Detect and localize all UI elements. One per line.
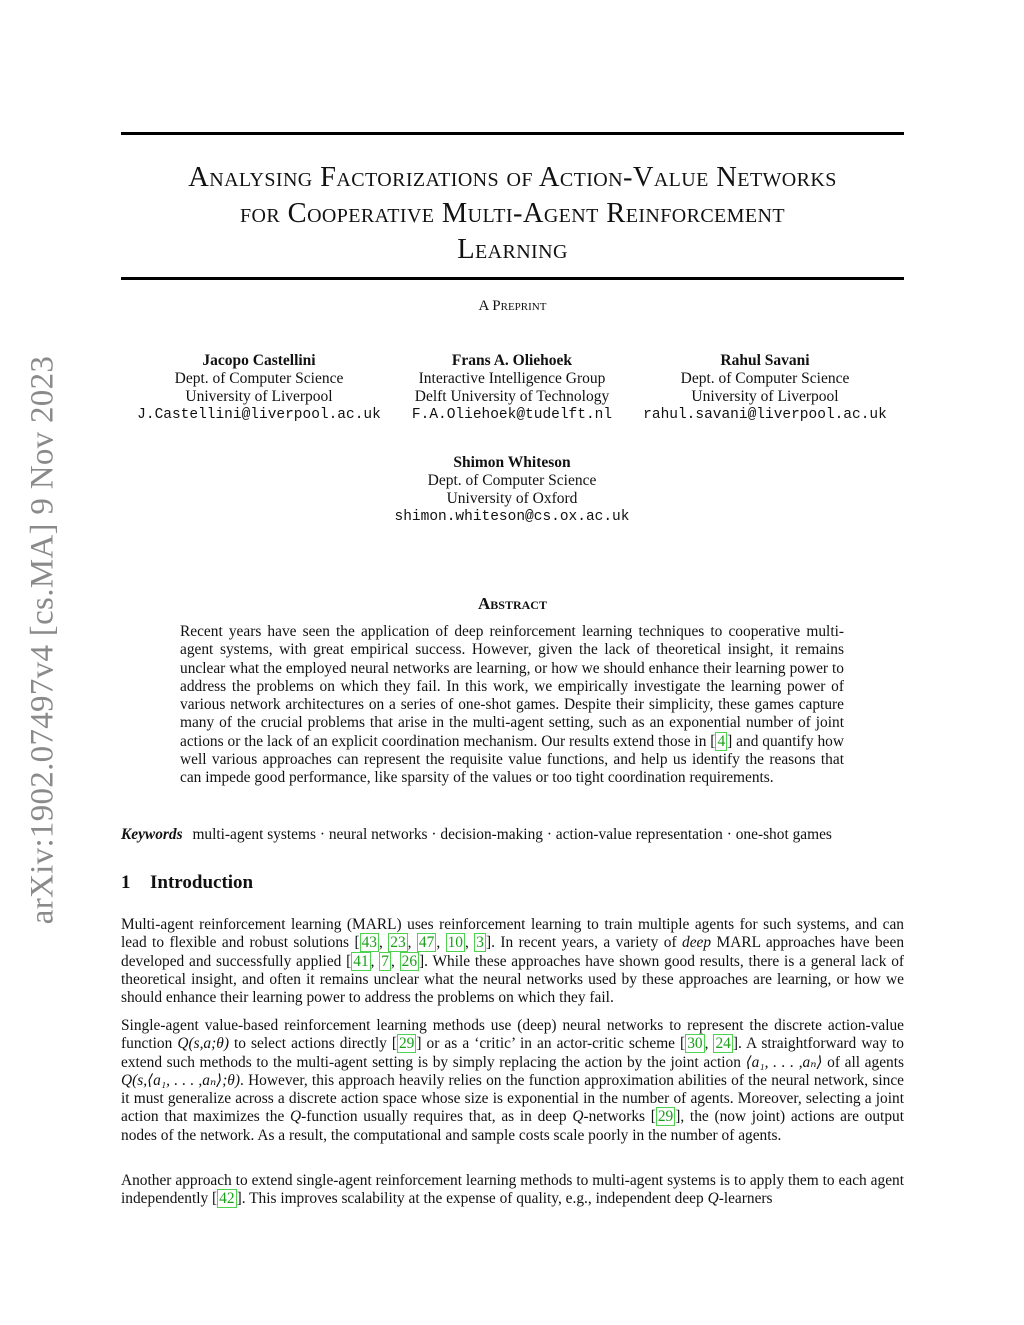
author-name: Shimon Whiteson — [453, 454, 571, 471]
author-affiliation: Delft University of Technology — [414, 388, 610, 405]
citation-link[interactable]: 43 — [361, 934, 377, 952]
emphasis: deep — [682, 934, 712, 952]
math-expression: Q(s,⟨a₁, . . . ,aₙ⟩;θ) — [121, 1071, 240, 1089]
text-run: to select actions directly [ — [228, 1035, 397, 1053]
text-run: Multi-agent reinforcement learning (MARL) uses reinforcement learning to train multiple agents for such systems, and can lead to flexible and robust solutions [ — [121, 916, 904, 952]
text-run: Recent years have seen the application of deep reinforcement learning techniques to cooperative multi-agent systems, with great empirical success. However, given the lack of theoretical insight, it remains unclear what the employed neural networks are learning, or how we should enhance their learning power to address the problems on which they fail. In this work, we empirically investigate the learning power of various network architectures on a series of one-shot games. Despite their simplicity, these games capture many of the crucial problems that arise in the multi-agent setting, such as an exponential number of joint actions or the lack of an explicit coordination mechanism. Our results extend those in [ — [180, 623, 844, 750]
keyword: · action-value representation — [543, 826, 723, 843]
section-title: Introduction — [150, 872, 254, 893]
author-dept: Dept. of Computer Science — [427, 472, 597, 489]
keyword: multi-agent systems — [192, 826, 316, 843]
author-name: Frans A. Oliehoek — [451, 352, 573, 369]
text-run: ], the (now joint) actions are output nodes of the network. As a result, the computational and sample costs scale poorly in the number of agents. — [121, 1108, 904, 1144]
text-run: Another approach to extend single-agent reinforcement learning methods to multi-agent systems is to apply them to each agent independently [ — [121, 1172, 904, 1208]
title-line: Learning — [457, 234, 568, 265]
math-expression: Q(s,a;θ) — [177, 1035, 229, 1053]
author-affiliation: University of Liverpool — [691, 388, 839, 405]
author-block — [362, 454, 662, 526]
citation-link[interactable]: 30 — [687, 1035, 703, 1053]
text-run: . However, this approach heavily relies on the function approximation abilities of the neural network, since it must generalize across a discrete action space whose size is exponential in the number of agents. Moreover, selecting a joint action that maximizes the — [121, 1071, 904, 1126]
author-email[interactable]: rahul.savani@liverpool.ac.uk — [643, 407, 887, 423]
citation-link[interactable]: 29 — [398, 1035, 415, 1053]
title-bottom-rule — [121, 277, 904, 280]
author-dept: Dept. of Computer Science — [680, 370, 850, 387]
citation-link[interactable]: 7 — [381, 952, 389, 970]
keyword: · decision-making — [428, 826, 543, 843]
author-name: Rahul Savani — [720, 352, 810, 369]
citation-link[interactable]: 47 — [418, 934, 435, 952]
author-affiliation: University of Oxford — [446, 490, 578, 507]
keyword: · neural networks — [316, 826, 428, 843]
author-email[interactable]: shimon.whiteson@cs.ox.ac.uk — [394, 509, 630, 525]
citation-link[interactable]: 26 — [401, 952, 418, 970]
author-dept: Dept. of Computer Science — [174, 370, 344, 387]
author-dept: Interactive Intelligence Group — [418, 370, 606, 387]
text-run: ]. In recent years, a variety of — [485, 934, 683, 952]
keywords-label: Keywords — [121, 826, 183, 843]
title-top-rule — [121, 132, 904, 135]
abstract-text — [180, 623, 844, 788]
math-expression: Q — [290, 1108, 302, 1126]
text-run: ] and quantify how well various approaches can represent the requisite value functions, and help us identify the reasons that can impede good performance, like sparsity of the values or too tight coordination requirements. — [180, 732, 844, 787]
section-heading — [121, 872, 253, 894]
author-email[interactable]: F.A.Oliehoek@tudelft.nl — [411, 407, 613, 423]
text-run: of all agents — [822, 1053, 904, 1071]
text-run: ]. This improves scalability at the expense of quality, e.g., independent deep — [236, 1190, 708, 1208]
math-expression: ⟨a₁, . . . ,aₙ⟩ — [745, 1053, 823, 1071]
citation-link[interactable]: 42 — [219, 1190, 235, 1208]
title-line: Analysing Factorizations of Action-Value Networks — [188, 162, 837, 193]
math-expression: Q — [707, 1190, 719, 1208]
text-run: MARL approaches have been developed and successfully applied [ — [121, 934, 905, 970]
intro-paragraph-3 — [121, 1172, 904, 1209]
intro-paragraph-2: Single-agent value-based reinforcement learning methods use (deep) neural networks to represent the discrete action-value function Q(s,a;θ) to select actions directly [ 29 ] or as a ‘critic’ in an actor-critic scheme [ 30 , 24 ]. A straightforward way to extend such methods to the multi-agent setting is by simply replacing the action by the joint action ⟨a₁, . . . ,aₙ⟩ of all agents Q(s,⟨a₁, . . . ,aₙ⟩;θ). However, this approach heavily relies on the function approximation abilities of the neural network, since it must generalize across a discrete action space whose size is exponential in the number of agents. Moreover, selecting a joint action that maximizes the Q-function usually requires that, as in deep Q-networks [ 29 ], the (now joint) actions are output nodes of the network. As a result, the computational and sample costs scale poorly in the number of agents. — [121, 1017, 904, 1144]
text-run: -function usually requires that, as in deep — [301, 1108, 573, 1126]
citation-link[interactable]: 23 — [390, 934, 406, 952]
author-block — [632, 352, 898, 424]
intro-paragraph-1: Multi-agent reinforcement learning (MARL) uses reinforcement learning to train multiple agents for such systems, and can lead to flexible and robust solutions [ 43 , 23 , 47 , 10 , 3 ]. In recent years, a variety of deep MARL approaches have been developed and successfully applied [ 41 , 7 , 26 ]. While these approaches have shown good results, there is a general lack of theoretical insight, and often it remains unclear what the neural networks used by these approaches are learning, or how we should enhance their learning power to address the problems on which they fail. — [121, 916, 905, 1007]
text-run: -networks [ — [583, 1108, 656, 1126]
text-run: Single-agent value-based reinforcement learning methods use (deep) neural networks to represent the discrete action-value function — [121, 1017, 904, 1053]
author-block — [121, 352, 397, 424]
citation-link[interactable]: 4 — [717, 732, 726, 750]
keywords-line — [121, 826, 904, 844]
paper-title — [121, 160, 904, 268]
arxiv-identifier: arXiv:1902.07497v4 [cs.MA] 9 Nov 2023 — [24, 355, 61, 925]
citation-link[interactable]: 41 — [353, 952, 369, 970]
section-number: 1 — [121, 872, 131, 893]
citation-link[interactable]: 29 — [657, 1108, 674, 1126]
author-affiliation: University of Liverpool — [185, 388, 333, 405]
author-name: Jacopo Castellini — [202, 352, 316, 369]
citation-link[interactable]: 10 — [447, 934, 463, 952]
author-block — [392, 352, 632, 424]
author-email[interactable]: J.Castellini@liverpool.ac.uk — [137, 407, 381, 423]
citation-link[interactable]: 24 — [715, 1035, 731, 1053]
math-expression: Q — [572, 1108, 584, 1126]
text-run: ]. A straightforward way to extend such methods to the multi-agent setting is by simply replacing the action by the joint action — [121, 1035, 904, 1071]
text-run: -learners — [718, 1190, 773, 1208]
citation-link[interactable]: 3 — [476, 934, 484, 952]
abstract-heading: Abstract — [478, 594, 547, 613]
title-line: for Cooperative Multi-Agent Reinforcement — [240, 198, 785, 229]
preprint-label: A Preprint — [478, 298, 547, 314]
text-run: ]. While these approaches have shown good results, there is a general lack of theoretical insight, and often it remains unclear what the neural networks used by these approaches are learning, or how we should enhance their learning power to address the problems on which they fail. — [121, 952, 905, 1007]
text-run: ] or as a ‘critic’ in an actor-critic scheme [ — [416, 1035, 686, 1053]
keyword: · one-shot games — [723, 826, 832, 843]
